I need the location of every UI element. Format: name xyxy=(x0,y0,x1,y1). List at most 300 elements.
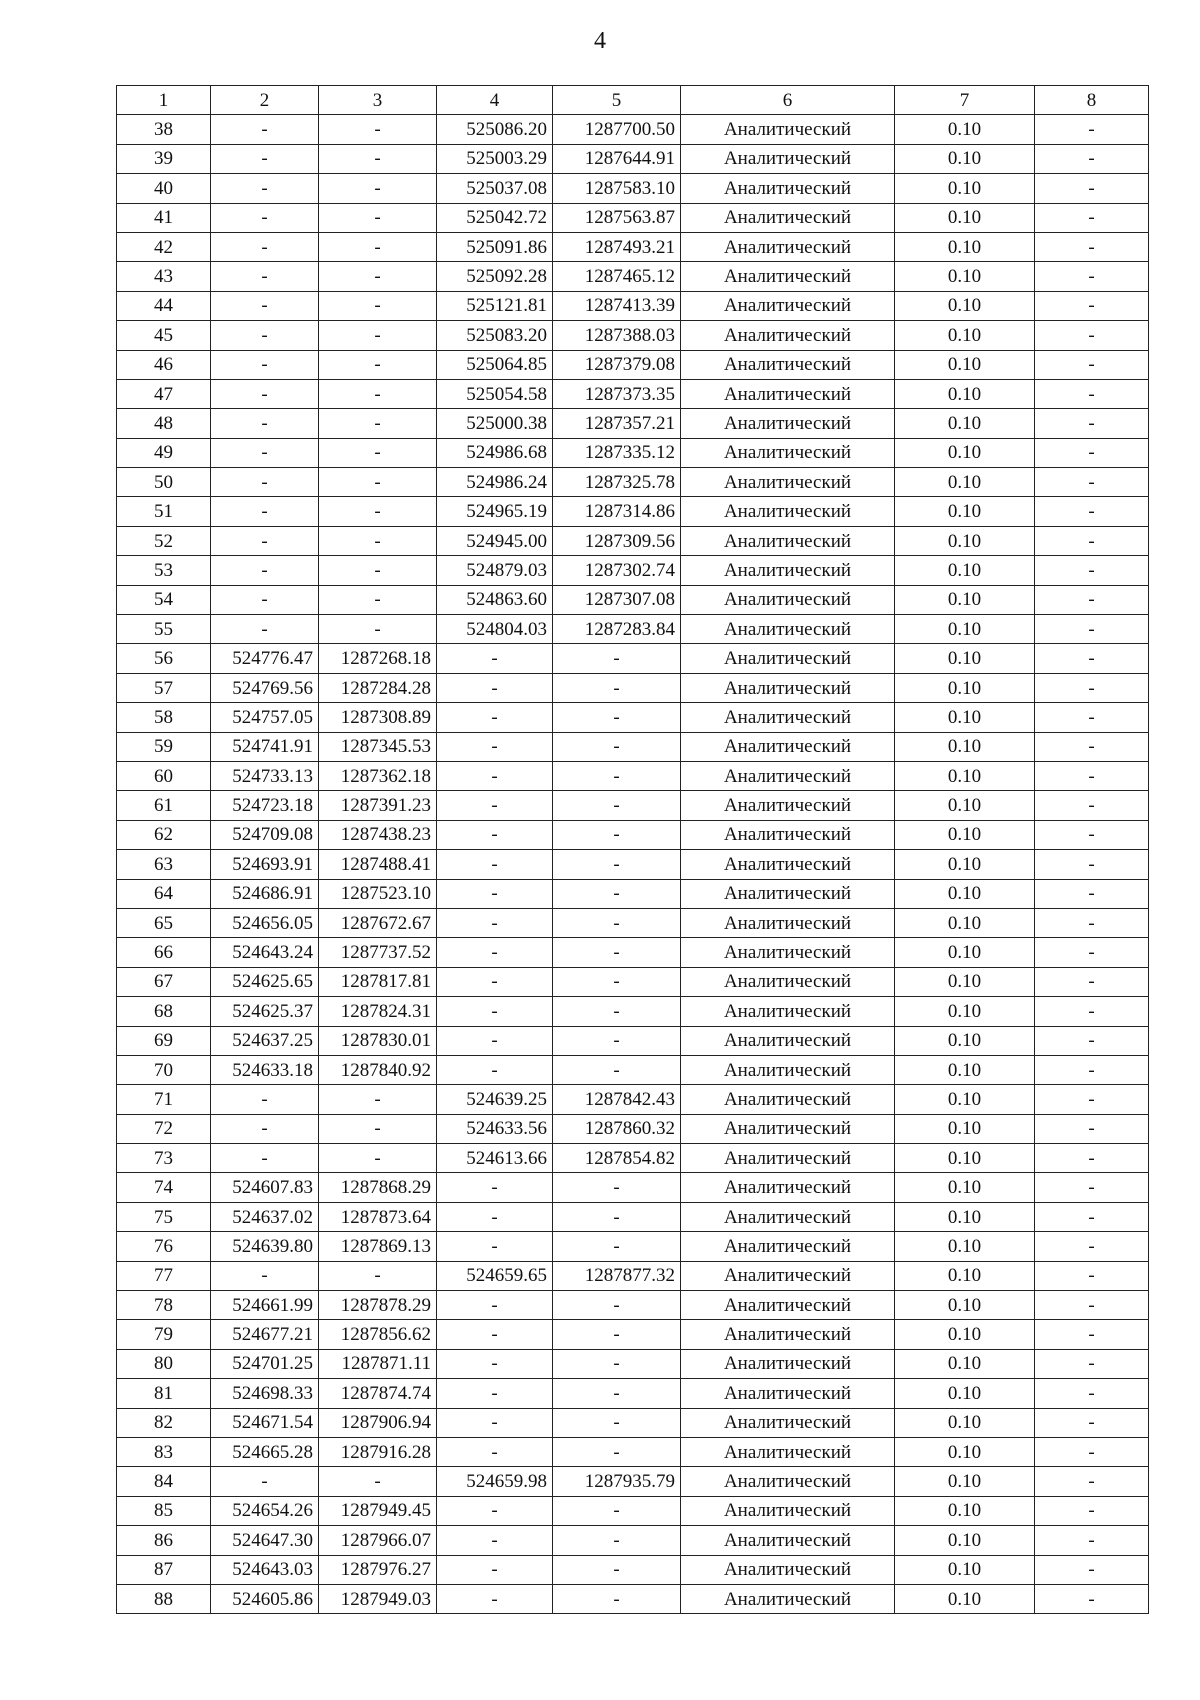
point-number-cell: 53 xyxy=(117,556,211,585)
coord-x-cell: - xyxy=(211,144,319,173)
accuracy-cell: 0.10 xyxy=(895,1379,1035,1408)
coord-x-cell: - xyxy=(211,556,319,585)
coord-y-cell: - xyxy=(319,1085,437,1114)
point-number-cell: 55 xyxy=(117,615,211,644)
note-cell: - xyxy=(1035,379,1149,408)
coord-y-cell: 1287284.28 xyxy=(319,673,437,702)
coord-x-cell: 524607.83 xyxy=(211,1173,319,1202)
coord-x-cell: - xyxy=(211,232,319,261)
accuracy-cell: 0.10 xyxy=(895,1437,1035,1466)
accuracy-cell: 0.10 xyxy=(895,232,1035,261)
coord-y-cell: 1287438.23 xyxy=(319,820,437,849)
accuracy-cell: 0.10 xyxy=(895,526,1035,555)
coord-x2-cell: - xyxy=(437,732,553,761)
coord-x-cell: 524741.91 xyxy=(211,732,319,761)
accuracy-cell: 0.10 xyxy=(895,585,1035,614)
coord-x2-cell: - xyxy=(437,1526,553,1555)
coord-x2-cell: 525037.08 xyxy=(437,174,553,203)
coord-x2-cell: - xyxy=(437,967,553,996)
table-row xyxy=(117,585,1149,614)
coord-y2-cell: - xyxy=(553,1526,681,1555)
coord-x2-cell: 524659.65 xyxy=(437,1261,553,1290)
coord-x-cell: 524656.05 xyxy=(211,908,319,937)
coord-y2-cell: - xyxy=(553,761,681,790)
coord-y-cell: - xyxy=(319,1261,437,1290)
point-number-cell: 61 xyxy=(117,791,211,820)
point-number-cell: 80 xyxy=(117,1349,211,1378)
accuracy-cell: 0.10 xyxy=(895,1144,1035,1173)
accuracy-cell: 0.10 xyxy=(895,1496,1035,1525)
note-cell: - xyxy=(1035,791,1149,820)
point-number-cell: 59 xyxy=(117,732,211,761)
table-row xyxy=(117,967,1149,996)
coord-y2-cell: - xyxy=(553,1320,681,1349)
coord-x-cell: 524661.99 xyxy=(211,1291,319,1320)
method-cell: Аналитический xyxy=(681,703,895,732)
accuracy-cell: 0.10 xyxy=(895,291,1035,320)
accuracy-cell: 0.10 xyxy=(895,615,1035,644)
note-cell: - xyxy=(1035,438,1149,467)
table-row xyxy=(117,1144,1149,1173)
note-cell: - xyxy=(1035,1144,1149,1173)
coord-y2-cell: 1287388.03 xyxy=(553,321,681,350)
accuracy-cell: 0.10 xyxy=(895,1408,1035,1437)
coord-x-cell: - xyxy=(211,203,319,232)
note-cell: - xyxy=(1035,232,1149,261)
table-row xyxy=(117,761,1149,790)
coord-x-cell: - xyxy=(211,438,319,467)
coord-x-cell: 524643.03 xyxy=(211,1555,319,1584)
coord-y-cell: 1287949.45 xyxy=(319,1496,437,1525)
accuracy-cell: 0.10 xyxy=(895,1291,1035,1320)
coord-y2-cell: - xyxy=(553,820,681,849)
point-number-cell: 87 xyxy=(117,1555,211,1584)
accuracy-cell: 0.10 xyxy=(895,997,1035,1026)
coord-x-cell: 524605.86 xyxy=(211,1584,319,1613)
note-cell: - xyxy=(1035,468,1149,497)
coord-y2-cell: - xyxy=(553,1379,681,1408)
point-number-cell: 45 xyxy=(117,321,211,350)
coord-x2-cell: 524804.03 xyxy=(437,615,553,644)
method-cell: Аналитический xyxy=(681,1085,895,1114)
note-cell: - xyxy=(1035,1261,1149,1290)
coord-x2-cell: 525121.81 xyxy=(437,291,553,320)
coord-y-cell: 1287308.89 xyxy=(319,703,437,732)
table-row xyxy=(117,1437,1149,1466)
table-row xyxy=(117,350,1149,379)
coord-y-cell: 1287868.29 xyxy=(319,1173,437,1202)
coord-y2-cell: - xyxy=(553,1026,681,1055)
point-number-cell: 42 xyxy=(117,232,211,261)
table-row xyxy=(117,908,1149,937)
coord-x-cell: 524709.08 xyxy=(211,820,319,849)
note-cell: - xyxy=(1035,732,1149,761)
method-cell: Аналитический xyxy=(681,1320,895,1349)
note-cell: - xyxy=(1035,1437,1149,1466)
coord-y2-cell: 1287379.08 xyxy=(553,350,681,379)
accuracy-cell: 0.10 xyxy=(895,1261,1035,1290)
point-number-cell: 50 xyxy=(117,468,211,497)
note-cell: - xyxy=(1035,673,1149,702)
method-cell: Аналитический xyxy=(681,1232,895,1261)
coord-y-cell: 1287878.29 xyxy=(319,1291,437,1320)
column-header: 4 xyxy=(437,86,553,115)
note-cell: - xyxy=(1035,585,1149,614)
coord-x-cell: 524654.26 xyxy=(211,1496,319,1525)
coord-x-cell: - xyxy=(211,1467,319,1496)
method-cell: Аналитический xyxy=(681,615,895,644)
coord-y-cell: - xyxy=(319,291,437,320)
coord-x-cell: 524693.91 xyxy=(211,850,319,879)
coord-x2-cell: - xyxy=(437,908,553,937)
method-cell: Аналитический xyxy=(681,1349,895,1378)
coord-x-cell: - xyxy=(211,291,319,320)
coord-y-cell: - xyxy=(319,115,437,144)
note-cell: - xyxy=(1035,350,1149,379)
note-cell: - xyxy=(1035,556,1149,585)
table-row xyxy=(117,1055,1149,1084)
table-row xyxy=(117,379,1149,408)
coord-x2-cell: 524945.00 xyxy=(437,526,553,555)
table-row xyxy=(117,615,1149,644)
coord-y-cell: 1287874.74 xyxy=(319,1379,437,1408)
coord-y-cell: - xyxy=(319,438,437,467)
table-row xyxy=(117,1232,1149,1261)
table-row xyxy=(117,468,1149,497)
note-cell: - xyxy=(1035,1526,1149,1555)
point-number-cell: 71 xyxy=(117,1085,211,1114)
method-cell: Аналитический xyxy=(681,115,895,144)
point-number-cell: 46 xyxy=(117,350,211,379)
method-cell: Аналитический xyxy=(681,967,895,996)
point-number-cell: 73 xyxy=(117,1144,211,1173)
coord-y2-cell: 1287325.78 xyxy=(553,468,681,497)
accuracy-cell: 0.10 xyxy=(895,203,1035,232)
note-cell: - xyxy=(1035,1026,1149,1055)
method-cell: Аналитический xyxy=(681,1202,895,1231)
method-cell: Аналитический xyxy=(681,262,895,291)
coordinates-table xyxy=(116,85,1149,1614)
note-cell: - xyxy=(1035,879,1149,908)
point-number-cell: 52 xyxy=(117,526,211,555)
note-cell: - xyxy=(1035,703,1149,732)
coord-x2-cell: 525091.86 xyxy=(437,232,553,261)
method-cell: Аналитический xyxy=(681,232,895,261)
coord-x2-cell: - xyxy=(437,673,553,702)
accuracy-cell: 0.10 xyxy=(895,1349,1035,1378)
accuracy-cell: 0.10 xyxy=(895,879,1035,908)
coord-y-cell: - xyxy=(319,379,437,408)
table-body xyxy=(117,115,1149,1614)
accuracy-cell: 0.10 xyxy=(895,1467,1035,1496)
point-number-cell: 83 xyxy=(117,1437,211,1466)
accuracy-cell: 0.10 xyxy=(895,1202,1035,1231)
table-row xyxy=(117,1379,1149,1408)
coord-x2-cell: - xyxy=(437,1202,553,1231)
point-number-cell: 78 xyxy=(117,1291,211,1320)
coord-y2-cell: 1287700.50 xyxy=(553,115,681,144)
coord-x2-cell: - xyxy=(437,1320,553,1349)
coord-y-cell: 1287830.01 xyxy=(319,1026,437,1055)
point-number-cell: 82 xyxy=(117,1408,211,1437)
point-number-cell: 74 xyxy=(117,1173,211,1202)
coord-y2-cell: - xyxy=(553,938,681,967)
note-cell: - xyxy=(1035,997,1149,1026)
point-number-cell: 63 xyxy=(117,850,211,879)
coord-x2-cell: - xyxy=(437,1173,553,1202)
coord-y2-cell: - xyxy=(553,1555,681,1584)
coord-x-cell: - xyxy=(211,1114,319,1143)
table-row xyxy=(117,850,1149,879)
accuracy-cell: 0.10 xyxy=(895,115,1035,144)
table-row xyxy=(117,673,1149,702)
note-cell: - xyxy=(1035,850,1149,879)
coord-x2-cell: - xyxy=(437,644,553,673)
point-number-cell: 56 xyxy=(117,644,211,673)
method-cell: Аналитический xyxy=(681,1026,895,1055)
note-cell: - xyxy=(1035,526,1149,555)
note-cell: - xyxy=(1035,409,1149,438)
accuracy-cell: 0.10 xyxy=(895,1232,1035,1261)
accuracy-cell: 0.10 xyxy=(895,1173,1035,1202)
point-number-cell: 66 xyxy=(117,938,211,967)
method-cell: Аналитический xyxy=(681,1526,895,1555)
table-row xyxy=(117,497,1149,526)
coord-x-cell: 524698.33 xyxy=(211,1379,319,1408)
note-cell: - xyxy=(1035,1555,1149,1584)
coord-x-cell: - xyxy=(211,1144,319,1173)
table-row xyxy=(117,1408,1149,1437)
coord-x2-cell: 524633.56 xyxy=(437,1114,553,1143)
accuracy-cell: 0.10 xyxy=(895,908,1035,937)
note-cell: - xyxy=(1035,967,1149,996)
point-number-cell: 67 xyxy=(117,967,211,996)
coord-x2-cell: 524965.19 xyxy=(437,497,553,526)
coord-y-cell: 1287871.11 xyxy=(319,1349,437,1378)
point-number-cell: 86 xyxy=(117,1526,211,1555)
point-number-cell: 88 xyxy=(117,1584,211,1613)
method-cell: Аналитический xyxy=(681,850,895,879)
method-cell: Аналитический xyxy=(681,321,895,350)
coord-y-cell: - xyxy=(319,203,437,232)
column-header: 1 xyxy=(117,86,211,115)
coord-y-cell: 1287672.67 xyxy=(319,908,437,937)
note-cell: - xyxy=(1035,1232,1149,1261)
method-cell: Аналитический xyxy=(681,203,895,232)
coord-y2-cell: 1287307.08 xyxy=(553,585,681,614)
point-number-cell: 48 xyxy=(117,409,211,438)
coord-y-cell: - xyxy=(319,526,437,555)
coord-y2-cell: 1287877.32 xyxy=(553,1261,681,1290)
point-number-cell: 79 xyxy=(117,1320,211,1349)
coord-x-cell: 524776.47 xyxy=(211,644,319,673)
coord-y2-cell: - xyxy=(553,967,681,996)
table-row xyxy=(117,1467,1149,1496)
accuracy-cell: 0.10 xyxy=(895,409,1035,438)
coord-x2-cell: 524986.68 xyxy=(437,438,553,467)
page-number: 4 xyxy=(594,28,606,54)
coord-y-cell: 1287966.07 xyxy=(319,1526,437,1555)
table-row xyxy=(117,1291,1149,1320)
coord-x2-cell: - xyxy=(437,997,553,1026)
point-number-cell: 43 xyxy=(117,262,211,291)
note-cell: - xyxy=(1035,497,1149,526)
accuracy-cell: 0.10 xyxy=(895,497,1035,526)
coord-x2-cell: 525086.20 xyxy=(437,115,553,144)
coord-y2-cell: 1287860.32 xyxy=(553,1114,681,1143)
coord-y-cell: - xyxy=(319,615,437,644)
note-cell: - xyxy=(1035,1202,1149,1231)
method-cell: Аналитический xyxy=(681,468,895,497)
coord-x2-cell: 525000.38 xyxy=(437,409,553,438)
table-row xyxy=(117,1026,1149,1055)
coord-x2-cell: 525003.29 xyxy=(437,144,553,173)
table-row xyxy=(117,1496,1149,1525)
coord-y2-cell: 1287314.86 xyxy=(553,497,681,526)
point-number-cell: 77 xyxy=(117,1261,211,1290)
point-number-cell: 44 xyxy=(117,291,211,320)
coord-y2-cell: - xyxy=(553,908,681,937)
coord-x2-cell: 525083.20 xyxy=(437,321,553,350)
coord-y-cell: - xyxy=(319,1467,437,1496)
table-row xyxy=(117,438,1149,467)
coord-x-cell: - xyxy=(211,615,319,644)
method-cell: Аналитический xyxy=(681,1291,895,1320)
point-number-cell: 81 xyxy=(117,1379,211,1408)
accuracy-cell: 0.10 xyxy=(895,644,1035,673)
table-row xyxy=(117,526,1149,555)
note-cell: - xyxy=(1035,1349,1149,1378)
accuracy-cell: 0.10 xyxy=(895,791,1035,820)
method-cell: Аналитический xyxy=(681,997,895,1026)
coord-x-cell: 524625.65 xyxy=(211,967,319,996)
coord-x-cell: 524686.91 xyxy=(211,879,319,908)
table-row xyxy=(117,1261,1149,1290)
accuracy-cell: 0.10 xyxy=(895,262,1035,291)
coord-y-cell: 1287817.81 xyxy=(319,967,437,996)
note-cell: - xyxy=(1035,1320,1149,1349)
method-cell: Аналитический xyxy=(681,497,895,526)
coord-x2-cell: 525054.58 xyxy=(437,379,553,408)
point-number-cell: 39 xyxy=(117,144,211,173)
accuracy-cell: 0.10 xyxy=(895,1114,1035,1143)
coord-y2-cell: 1287335.12 xyxy=(553,438,681,467)
method-cell: Аналитический xyxy=(681,1437,895,1466)
coord-x2-cell: - xyxy=(437,791,553,820)
method-cell: Аналитический xyxy=(681,556,895,585)
coord-x-cell: 524647.30 xyxy=(211,1526,319,1555)
coord-y-cell: - xyxy=(319,409,437,438)
point-number-cell: 65 xyxy=(117,908,211,937)
column-header: 2 xyxy=(211,86,319,115)
table-row xyxy=(117,938,1149,967)
method-cell: Аналитический xyxy=(681,409,895,438)
accuracy-cell: 0.10 xyxy=(895,673,1035,702)
coord-x-cell: - xyxy=(211,174,319,203)
coord-y2-cell: - xyxy=(553,997,681,1026)
coord-y2-cell: 1287357.21 xyxy=(553,409,681,438)
point-number-cell: 64 xyxy=(117,879,211,908)
coord-y2-cell: - xyxy=(553,1584,681,1613)
coord-x2-cell: - xyxy=(437,1496,553,1525)
accuracy-cell: 0.10 xyxy=(895,1320,1035,1349)
note-cell: - xyxy=(1035,1496,1149,1525)
method-cell: Аналитический xyxy=(681,791,895,820)
coord-x-cell: 524723.18 xyxy=(211,791,319,820)
coord-y-cell: - xyxy=(319,556,437,585)
method-cell: Аналитический xyxy=(681,291,895,320)
method-cell: Аналитический xyxy=(681,732,895,761)
column-header: 6 xyxy=(681,86,895,115)
coord-y2-cell: 1287309.56 xyxy=(553,526,681,555)
coord-x2-cell: - xyxy=(437,1349,553,1378)
coord-y-cell: - xyxy=(319,321,437,350)
note-cell: - xyxy=(1035,1173,1149,1202)
coord-x2-cell: 524879.03 xyxy=(437,556,553,585)
note-cell: - xyxy=(1035,1408,1149,1437)
coord-x2-cell: - xyxy=(437,1026,553,1055)
point-number-cell: 75 xyxy=(117,1202,211,1231)
accuracy-cell: 0.10 xyxy=(895,556,1035,585)
coord-x2-cell: - xyxy=(437,879,553,908)
coord-x-cell: 524665.28 xyxy=(211,1437,319,1466)
note-cell: - xyxy=(1035,644,1149,673)
coord-x-cell: - xyxy=(211,497,319,526)
note-cell: - xyxy=(1035,1379,1149,1408)
note-cell: - xyxy=(1035,262,1149,291)
coord-x2-cell: - xyxy=(437,850,553,879)
coord-y2-cell: - xyxy=(553,1437,681,1466)
coord-x2-cell: - xyxy=(437,938,553,967)
method-cell: Аналитический xyxy=(681,1584,895,1613)
point-number-cell: 57 xyxy=(117,673,211,702)
coord-y-cell: - xyxy=(319,497,437,526)
table-row xyxy=(117,644,1149,673)
table-row xyxy=(117,1526,1149,1555)
point-number-cell: 84 xyxy=(117,1467,211,1496)
coord-y-cell: 1287391.23 xyxy=(319,791,437,820)
coord-x-cell: 524677.21 xyxy=(211,1320,319,1349)
coord-x2-cell: 525042.72 xyxy=(437,203,553,232)
coord-x-cell: 524633.18 xyxy=(211,1055,319,1084)
coord-y2-cell: - xyxy=(553,791,681,820)
note-cell: - xyxy=(1035,761,1149,790)
coord-y-cell: - xyxy=(319,1144,437,1173)
table-row xyxy=(117,1584,1149,1613)
note-cell: - xyxy=(1035,1114,1149,1143)
note-cell: - xyxy=(1035,1467,1149,1496)
method-cell: Аналитический xyxy=(681,526,895,555)
coord-y-cell: - xyxy=(319,1114,437,1143)
coord-y2-cell: 1287413.39 xyxy=(553,291,681,320)
accuracy-cell: 0.10 xyxy=(895,703,1035,732)
coord-x2-cell: - xyxy=(437,1232,553,1261)
accuracy-cell: 0.10 xyxy=(895,438,1035,467)
coord-y2-cell: 1287283.84 xyxy=(553,615,681,644)
column-header: 7 xyxy=(895,86,1035,115)
table-row xyxy=(117,262,1149,291)
coord-x-cell: 524637.02 xyxy=(211,1202,319,1231)
coord-y-cell: - xyxy=(319,232,437,261)
method-cell: Аналитический xyxy=(681,1467,895,1496)
method-cell: Аналитический xyxy=(681,585,895,614)
coord-y-cell: 1287345.53 xyxy=(319,732,437,761)
table-row xyxy=(117,115,1149,144)
coord-y2-cell: 1287842.43 xyxy=(553,1085,681,1114)
table-row xyxy=(117,1555,1149,1584)
coord-y2-cell: - xyxy=(553,1496,681,1525)
point-number-cell: 54 xyxy=(117,585,211,614)
